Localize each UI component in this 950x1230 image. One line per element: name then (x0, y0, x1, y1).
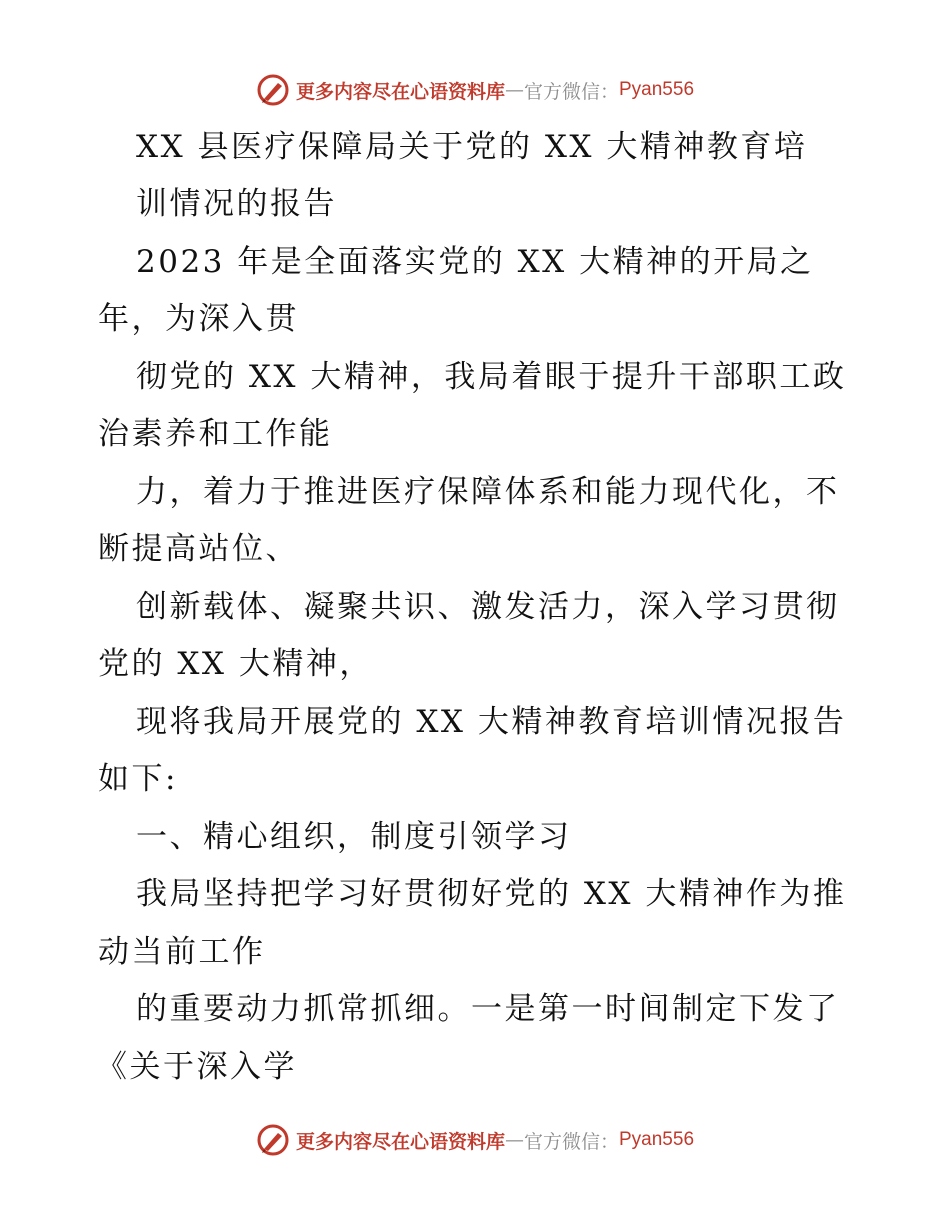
doc-paragraph-line: 党的 XX 大精神， (98, 646, 373, 682)
banner-dash: — (504, 79, 524, 101)
doc-paragraph-line: 力，着力于推进医疗保障体系和能力现代化，不 (136, 474, 840, 510)
doc-paragraph-line: 我局坚持把学习好贯彻好党的 XX 大精神作为推 (136, 876, 847, 912)
doc-paragraph-line: 的重要动力抓常抓细。一是第一时间制定下发了 (136, 991, 840, 1027)
footer-watermark-banner (0, 1120, 950, 1160)
doc-paragraph-line: 《关于深入学 (96, 1049, 297, 1085)
doc-paragraph-line: 断提高站位、 (98, 531, 299, 567)
banner-text: 更多内容尽在心语资料库 (295, 1130, 505, 1153)
banner-wechat-id: Pyan556 (619, 1129, 695, 1150)
doc-paragraph-line: 动当前工作 (98, 934, 266, 970)
banner-wechat-id: Pyan556 (619, 79, 695, 100)
header-watermark-banner (0, 70, 950, 110)
doc-paragraph-line: 如下: (98, 761, 178, 797)
banner-wechat-label: 官方微信： (523, 1130, 619, 1153)
doc-title-line-1: XX 县医疗保障局关于党的 XX 大精神教育培 (136, 129, 808, 165)
doc-title-line-2: 训情况的报告 (136, 186, 337, 222)
banner-text: 更多内容尽在心语资料库 (295, 80, 505, 103)
pen-logo-icon (256, 73, 290, 107)
banner-dash: — (504, 1129, 524, 1151)
doc-paragraph-line: 2023 年是全面落实党的 XX 大精神的开局之 (136, 244, 814, 280)
pen-logo-icon (256, 1123, 290, 1157)
doc-paragraph-line: 创新载体、凝聚共识、激发活力，深入学习贯彻 (136, 589, 840, 625)
doc-paragraph-line: 彻党的 XX 大精神，我局着眼于提升干部职工政 (136, 359, 847, 395)
doc-paragraph-line: 年，为深入贯 (98, 301, 299, 337)
doc-paragraph-line: 现将我局开展党的 XX 大精神教育培训情况报告 (136, 704, 847, 740)
doc-section-heading: 一、精心组织，制度引领学习 (136, 819, 572, 855)
banner-wechat-label: 官方微信： (523, 80, 619, 103)
doc-paragraph-line: 治素养和工作能 (98, 416, 333, 452)
